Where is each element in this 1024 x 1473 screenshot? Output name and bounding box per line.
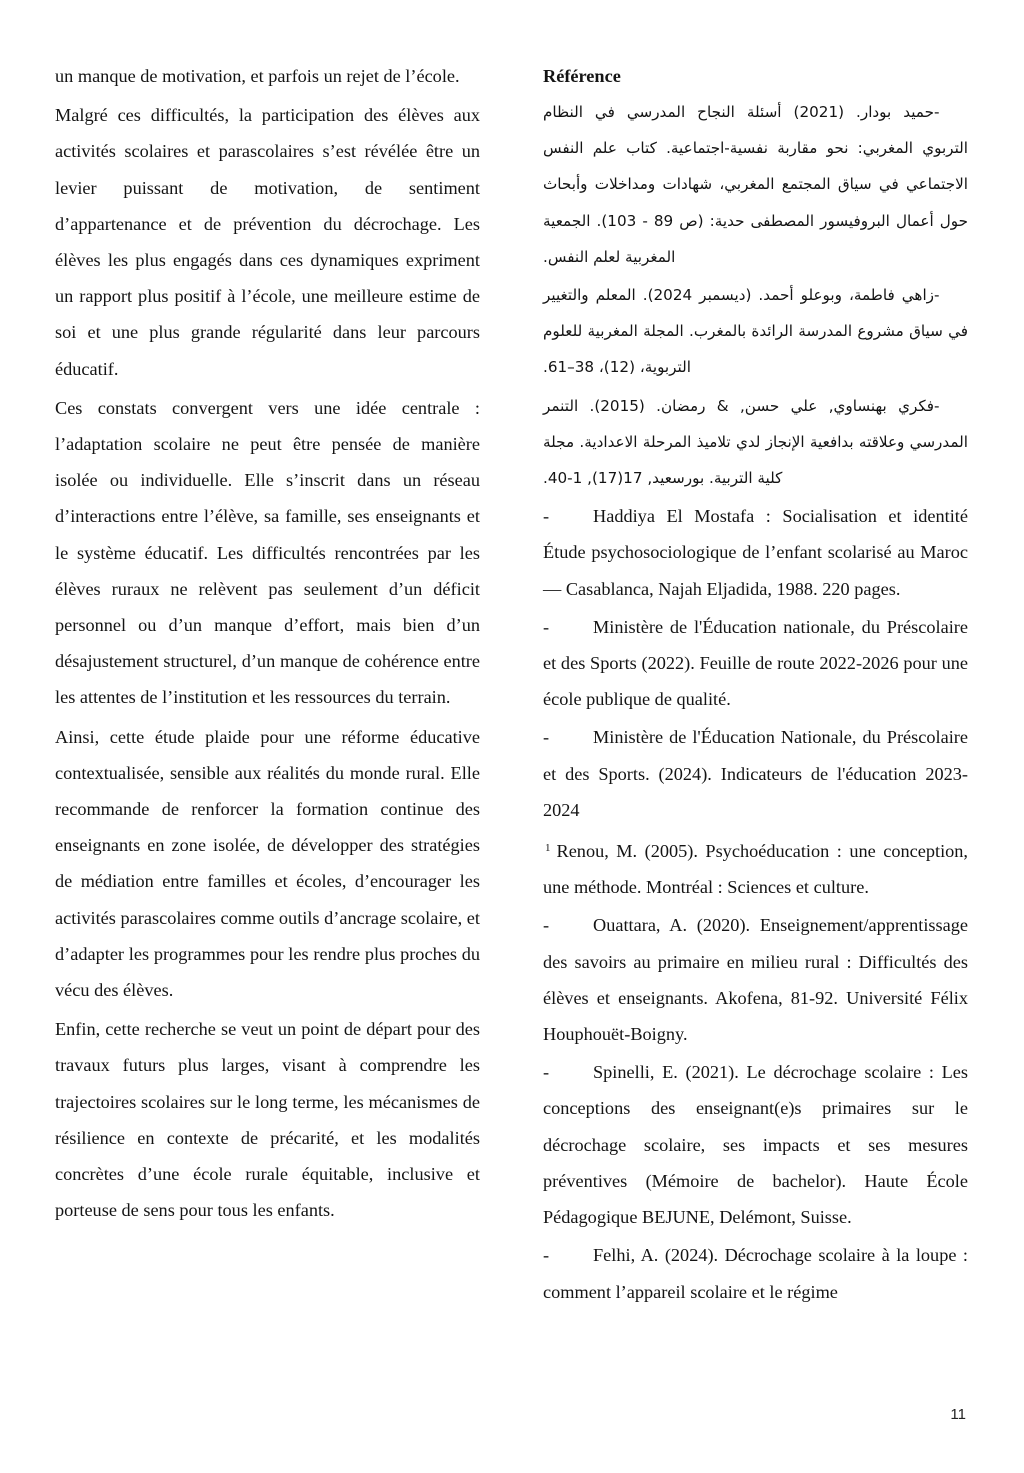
footnote-marker: 1: [545, 842, 551, 855]
reference-text: زاهي فاطمة، وبوعلو أحمد. (ديسمبر 2024). المعلم والتغيير في سياق مشروع المدرسة الرائدة بالمغرب. المجلة المغربية للعلوم التربوية، (12)، 38–61.: [543, 286, 968, 377]
reference-text: Haddiya El Mostafa : Socialisation et identité Étude psychosociologique de l’enfant scolarisé au Maroc— Casablanca, Najah Eljadida, 1988. 220 pages.: [543, 506, 968, 599]
reference-entry: [543, 907, 968, 1052]
list-dash: -: [933, 396, 940, 415]
reference-text: حميد بودار. (2021) أسئلة النجاح المدرسي في النظام التربوي المغربي: نحو مقاربة نفسية-اجتماعية. كتاب علم النفس الاجتماعي في سياق المجتمع المغربي، شهادات ومداخلات وأبحاث حول أعمال البروفيسور المصطفى حدية: (ص 89 - 103). الجمعية المغربية لعلم النفس.: [543, 103, 968, 266]
reference-heading: Référence: [543, 66, 621, 86]
reference-entry: [543, 609, 968, 718]
reference-text: Felhi, A. (2024). Décrochage scolaire à la loupe : comment l’appareil scolaire et le régime: [543, 1245, 968, 1302]
reference-entry: [543, 498, 968, 607]
reference-entry: [543, 1054, 968, 1235]
reference-entry-arabic: [543, 388, 968, 497]
list-dash: -: [543, 915, 550, 936]
reference-entry-arabic: [543, 277, 968, 386]
reference-text: Ministère de l'Éducation nationale, du Préscolaire et des Sports (2022). Feuille de route 2022-2026 pour une école publique de qualité.: [543, 616, 968, 710]
list-dash: -: [934, 286, 940, 305]
reference-text: فكري بهنساوي, علي حسن, & رمضان. (2015). التنمر المدرسي وعلاقته بدافعية الإنجاز لدي تلاميذ المرحلة الاعدادية. مجلة كلية التربية. بورسعيد, 17(17), 1-40.: [543, 396, 968, 488]
body-paragraph: Ces constats convergent vers une idée centrale : l’adaptation scolaire ne peut être pensée de manière isolée ou individuelle. Elle s’inscrit dans un réseau d’interactions entre l’élève, sa famille, ses enseignants et le système éducatif. Les difficultés rencontrées par les élèves ruraux ne relèvent pas seulement d’un déficit personnel ou d’un manque d’effort, mais bien d’un désajustement structurel, d’un manque de cohérence entre les attentes de l’institution et les ressources du terrain.: [55, 397, 480, 708]
list-dash: -: [543, 727, 550, 748]
reference-column: [543, 58, 968, 1312]
list-dash: -: [543, 506, 550, 527]
reference-text: Spinelli, E. (2021). Le décrochage scolaire : Les conceptions des enseignant(e)s primaires sur le décrochage scolaire, ses impacts et ses mesures préventives (Mémoire de bachelor). Haute École Pédagogique BEJUNE, Delémont, Suisse.: [543, 1062, 968, 1228]
reference-text: Ouattara, A. (2020). Enseignement/apprentissage des savoirs au primaire en milieu rural : Difficultés des élèves et enseignants. Akofena, 81-92. Université Félix Houphouët-Boigny.: [543, 915, 968, 1045]
reference-entry: [543, 719, 968, 828]
reference-entry: [543, 830, 968, 905]
page-number: 11: [950, 1406, 966, 1423]
reference-text: Renou, M. (2005). Psychoéducation : une conception, une méthode. Montréal : Sciences et culture.: [543, 841, 968, 898]
list-dash: -: [933, 103, 940, 121]
list-dash: -: [543, 1245, 550, 1266]
reference-entry-arabic: [543, 94, 968, 275]
left-column: [55, 58, 480, 1232]
list-dash: -: [543, 1062, 550, 1083]
list-dash: -: [543, 616, 550, 637]
body-paragraph: Enfin, cette recherche se veut un point de départ pour des travaux futurs plus larges, visant à comprendre les trajectoires scolaires sur le long terme, les mécanismes de résilience en contexte de précarité, et les modalités concrètes d’une école rurale équitable, inclusive et porteuse de sens pour tous les enfants.: [55, 1019, 480, 1221]
body-paragraph: un manque de motivation, et parfois un rejet de l’école.: [55, 66, 460, 86]
body-paragraph: Malgré ces difficultés, la participation des élèves aux activités scolaires et parascolaires s’est révélée être un levier puissant de motivation, de sentiment d’appartenance et de prévention du décrochage. Les élèves les plus engagés dans ces dynamiques expriment un rapport plus positif à l’école, une meilleure estime de soi et une plus grande régularité dans leur parcours éducatif.: [55, 105, 480, 379]
body-paragraph: Ainsi, cette étude plaide pour une réforme éducative contextualisée, sensible aux réalités du monde rural. Elle recommande de renforcer la formation continue des enseignants en zone isolée, de développer des stratégies de médiation entre familles et écoles, d’encourager les activités parascolaires comme outils d’ancrage scolaire, et d’adapter les programmes pour les rendre plus proches du vécu des élèves.: [55, 726, 480, 1001]
reference-entry: [543, 1237, 968, 1309]
reference-text: Ministère de l'Éducation Nationale, du Préscolaire et des Sports. (2024). Indicateurs de l'éducation 2023-2024: [543, 727, 968, 820]
